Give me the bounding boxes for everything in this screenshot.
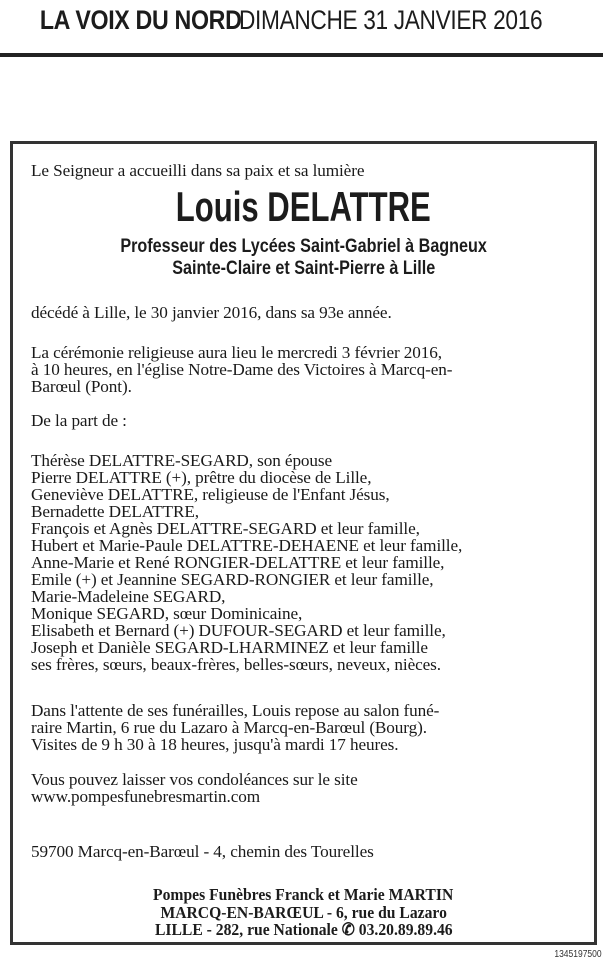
viewing-paragraph	[31, 702, 584, 753]
funeral-home-name: Pompes Funèbres Franck et Marie MARTIN	[153, 885, 454, 904]
family-list	[31, 452, 584, 673]
family-member: Monique SEGARD, sœur Dominicaine,	[31, 604, 303, 623]
deceased-name: Louis DELATTRE	[176, 183, 431, 230]
funeral-home-address: MARCQ-EN-BARŒUL - 6, rue du Lazaro	[160, 902, 447, 922]
ceremony-line: Barœul (Pont).	[31, 377, 132, 396]
family-member: Geneviève DELATTRE, religieuse de l'Enfant Jésus,	[31, 485, 390, 504]
reference-number: 1345197500	[554, 949, 602, 960]
death-statement: décédé à Lille, le 30 janvier 2016, dans sa 93e année.	[31, 303, 392, 322]
condolences-paragraph	[31, 771, 584, 805]
funeral-home-block	[13, 886, 594, 939]
condolences-url[interactable]: www.pompesfunebresmartin.com	[31, 787, 261, 806]
family-member: ses frères, sœurs, beaux-frères, belles-sœurs, neveux, nièces.	[31, 655, 441, 674]
intro-line: Le Seigneur a accueilli dans sa paix et sa lumière	[31, 161, 365, 180]
masthead	[7, 4, 600, 36]
viewing-line: raire Martin, 6 rue du Lazaro à Marcq-en-Barœul (Bourg).	[31, 718, 427, 737]
ceremony-line: La cérémonie religieuse aura lieu le mercredi 3 février 2016,	[31, 343, 442, 362]
newspaper-name: LA VOIX DU NORD	[40, 5, 242, 35]
family-member: Thérèse DELATTRE-SEGARD, son épouse	[31, 451, 333, 470]
family-member: François et Agnès DELATTRE-SEGARD et leur famille,	[31, 519, 420, 538]
title-line: Professeur des Lycées Saint-Gabriel à Bagneux	[120, 236, 487, 257]
from-label: De la part de :	[31, 411, 127, 430]
obituary-notice	[10, 141, 597, 945]
family-member: Marie-Madeleine SEGARD,	[31, 587, 226, 606]
family-member: Anne-Marie et René RONGIER-DELATTRE et leur famille,	[31, 553, 445, 572]
family-member: Elisabeth et Bernard (+) DUFOUR-SEGARD et leur famille,	[31, 621, 446, 640]
family-member: Hubert et Marie-Paule DELATTRE-DEHAENE et leur famille,	[31, 536, 463, 555]
family-member: Emile (+) et Jeannine SEGARD-RONGIER et leur famille,	[31, 570, 434, 589]
condolences-line: Vous pouvez laisser vos condoléances sur le site	[31, 770, 358, 789]
deceased-title	[13, 236, 594, 280]
funeral-home-phone: LILLE - 282, rue Nationale ✆ 03.20.89.89.46	[154, 920, 453, 939]
publication-date: DIMANCHE 31 JANVIER 2016	[238, 5, 543, 35]
title-line: Sainte-Claire et Saint-Pierre à Lille	[172, 258, 435, 279]
header-rule	[0, 53, 603, 57]
viewing-line: Dans l'attente de ses funérailles, Louis repose au salon funé-	[31, 701, 440, 720]
ceremony-line: à 10 heures, en l'église Notre-Dame des Victoires à Marcq-en-	[31, 360, 453, 379]
ceremony-paragraph	[31, 344, 584, 395]
viewing-line: Visites de 9 h 30 à 18 heures, jusqu'à mardi 17 heures.	[31, 735, 399, 754]
family-address: 59700 Marcq-en-Barœul - 4, chemin des Tourelles	[31, 842, 374, 861]
family-member: Pierre DELATTRE (+), prêtre du diocèse de Lille,	[31, 468, 372, 487]
family-member: Bernadette DELATTRE,	[31, 502, 199, 521]
family-member: Joseph et Danièle SEGARD-LHARMINEZ et leur famille	[31, 638, 428, 657]
